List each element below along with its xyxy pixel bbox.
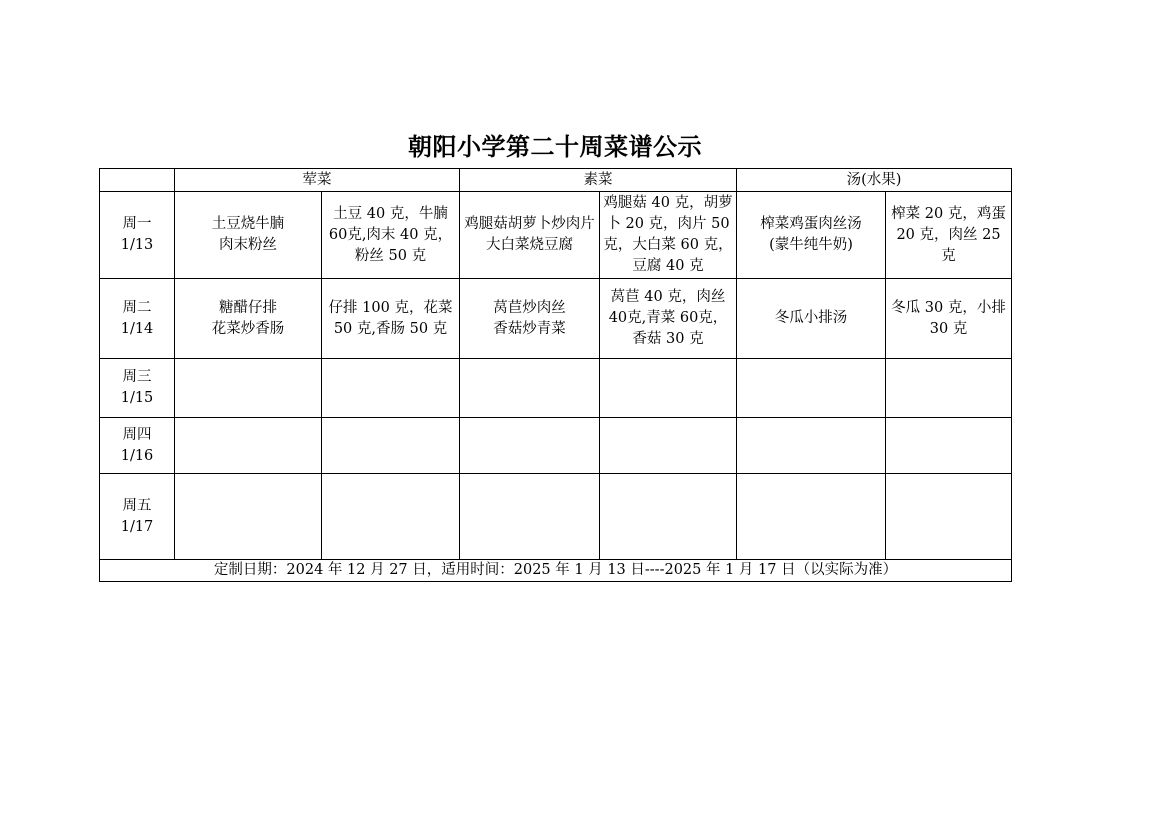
soup-dish-cell: 榨菜鸡蛋肉丝汤 (蒙牛纯牛奶) [737,192,886,279]
footer-note: 定制日期：2024 年 12 月 27 日，适用时间：2025 年 1 月 13 日----2025 年 1 月 17 日（以实际为准） [100,560,1012,582]
veg-dish-cell: 鸡腿菇胡萝卜炒肉片 大白菜烧豆腐 [460,192,600,279]
veg-qty-cell: 鸡腿菇 40 克，胡萝卜 20 克，肉片 50 克，大白菜 60 克，豆腐 40 克 [600,192,737,279]
meat-qty-cell [322,474,460,560]
day-cell [100,279,175,359]
header-meat: 荤菜 [175,169,460,192]
soup-dish-cell [737,359,886,418]
table-row [100,359,1012,418]
page-title: 朝阳小学第二十周菜谱公示 [408,133,702,161]
header-soup: 汤(水果) [737,169,1012,192]
meat-qty-cell: 仔排 100 克，花菜 50 克,香肠 50 克 [322,279,460,359]
day-cell [100,359,175,418]
day-cell [100,192,175,279]
veg-dish-cell [460,418,600,474]
footer-row [100,560,1012,582]
veg-qty-cell [600,418,737,474]
header-row [100,169,1012,192]
soup-qty-cell [886,418,1012,474]
header-blank-cell [100,169,175,192]
veg-qty-cell [600,474,737,560]
table-row [100,418,1012,474]
meat-qty-cell [322,359,460,418]
menu-table [99,168,1012,582]
day-name: 周二 [122,299,152,316]
meat-dish-cell: 糖醋仔排 花菜炒香肠 [175,279,322,359]
day-date: 1/15 [120,390,154,406]
day-date: 1/16 [120,447,154,464]
day-date: 1/13 [120,237,154,253]
soup-dish-cell [737,474,886,560]
day-date: 1/17 [120,518,154,535]
meat-qty-cell [322,418,460,474]
veg-dish-cell: 莴苣炒肉丝 香菇炒青菜 [460,279,600,359]
table-row [100,474,1012,560]
veg-qty-cell: 莴苣 40 克，肉丝 40克,青菜 60克，香菇 30 克 [600,279,737,359]
soup-qty-cell [886,474,1012,560]
veg-qty-cell [600,359,737,418]
day-cell [100,418,175,474]
day-name: 周四 [122,426,152,443]
veg-dish-cell [460,474,600,560]
soup-qty-cell: 冬瓜 30 克，小排 30 克 [886,279,1012,359]
meat-dish-cell: 土豆烧牛腩 肉末粉丝 [175,192,322,279]
header-veg: 素菜 [460,169,737,192]
veg-dish-cell [460,359,600,418]
day-name: 周五 [122,497,152,514]
meat-qty-cell: 土豆 40 克，牛腩 60克,肉末 40 克，粉丝 50 克 [322,192,460,279]
soup-dish-cell [737,418,886,474]
day-name: 周一 [122,216,152,232]
meat-dish-cell [175,474,322,560]
day-cell [100,474,175,560]
day-date: 1/14 [120,320,154,337]
soup-qty-cell [886,359,1012,418]
meat-dish-cell [175,418,322,474]
soup-qty-cell: 榨菜 20 克，鸡蛋 20 克，肉丝 25 克 [886,192,1012,279]
meat-dish-cell [175,359,322,418]
table-row [100,279,1012,359]
day-name: 周三 [122,369,152,385]
soup-dish-cell: 冬瓜小排汤 [737,279,886,359]
table-row [100,192,1012,279]
